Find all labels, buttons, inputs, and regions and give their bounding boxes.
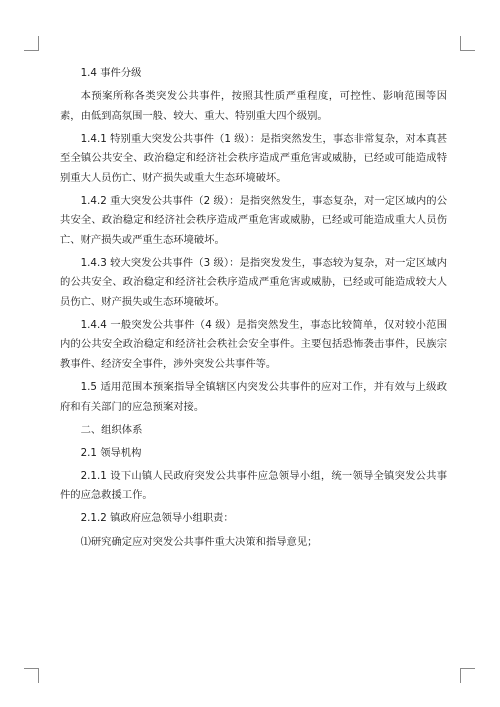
paragraph-1-4-2: 1.4.2 重大突发公共事件（2 级）：是指突然发生，事态复杂，对一定区域内的公共安全、政治稳定和经济社会秩序造成严重危害或威胁，已经或可能造成重大人员伤亡、财产损失或严重生态环境破坏。	[60, 194, 447, 246]
section-heading-2: 二、组织体系	[80, 423, 143, 436]
crop-mark-top-left	[24, 36, 39, 51]
section-heading-2-1: 2.1 领导机构	[80, 446, 142, 459]
paragraph-1-4-4: 1.4.4 一般突发公共事件（4 级）是指突然发生，事态比较简单，仅对较小范围内的公共安全政治稳定和经济社会秩社会安全事件。主要包括恐怖袭击事件，民族宗教事件、经济安全事件，涉外突发公共事件等。	[60, 318, 447, 370]
paragraph-1-5: 1.5 适用范围本预案指导全镇辖区内突发公共事件的应对工作，并有效与上级政府和有关部门的应急预案对接。	[60, 381, 447, 413]
crop-mark-bottom-right	[460, 668, 475, 683]
paragraph-1-4-3: 1.4.3 较大突发公共事件（3 级）：是指突发发生，事态较为复杂，对一定区域内的公共安全、政治稳定和经济社会秩序造成严重危害或威胁，已经或可能造成较大人员伤亡、财产损失或生态环境破坏。	[60, 256, 447, 308]
crop-mark-top-right	[460, 36, 475, 51]
paragraph-1-4-1: 1.4.1 特别重大突发公共事件（1 级）：是指突然发生，事态非常复杂，对本真甚至全镇公共安全、政治稳定和经济社会秩序造成严重危害或威胁，已经或可能造成特别重大人员伤亡、财产损失或重大生态环境破坏。	[60, 132, 447, 184]
paragraph-2-1-1: 2.1.1 设下山镇人民政府突发公共事件应急领导小组，统一领导全镇突发公共事件的应急救援工作。	[60, 469, 447, 502]
crop-mark-bottom-left	[24, 668, 39, 683]
paragraph-intro: 本预案所称各类突发公共事件，按照其性质严重程度，可控性、影响范围等因素，由低到高氛围一般、较大、重大、特别重大四个级别。	[60, 90, 447, 122]
paragraph-duty-1: ⑴研究确定应对突发公共事件重大决策和指导意见；	[80, 535, 318, 548]
paragraph-2-1-2: 2.1.2 镇政府应急领导小组职责：	[80, 512, 234, 525]
document-body	[60, 64, 447, 556]
section-heading-1-4: 1.4 事件分级	[80, 67, 142, 79]
